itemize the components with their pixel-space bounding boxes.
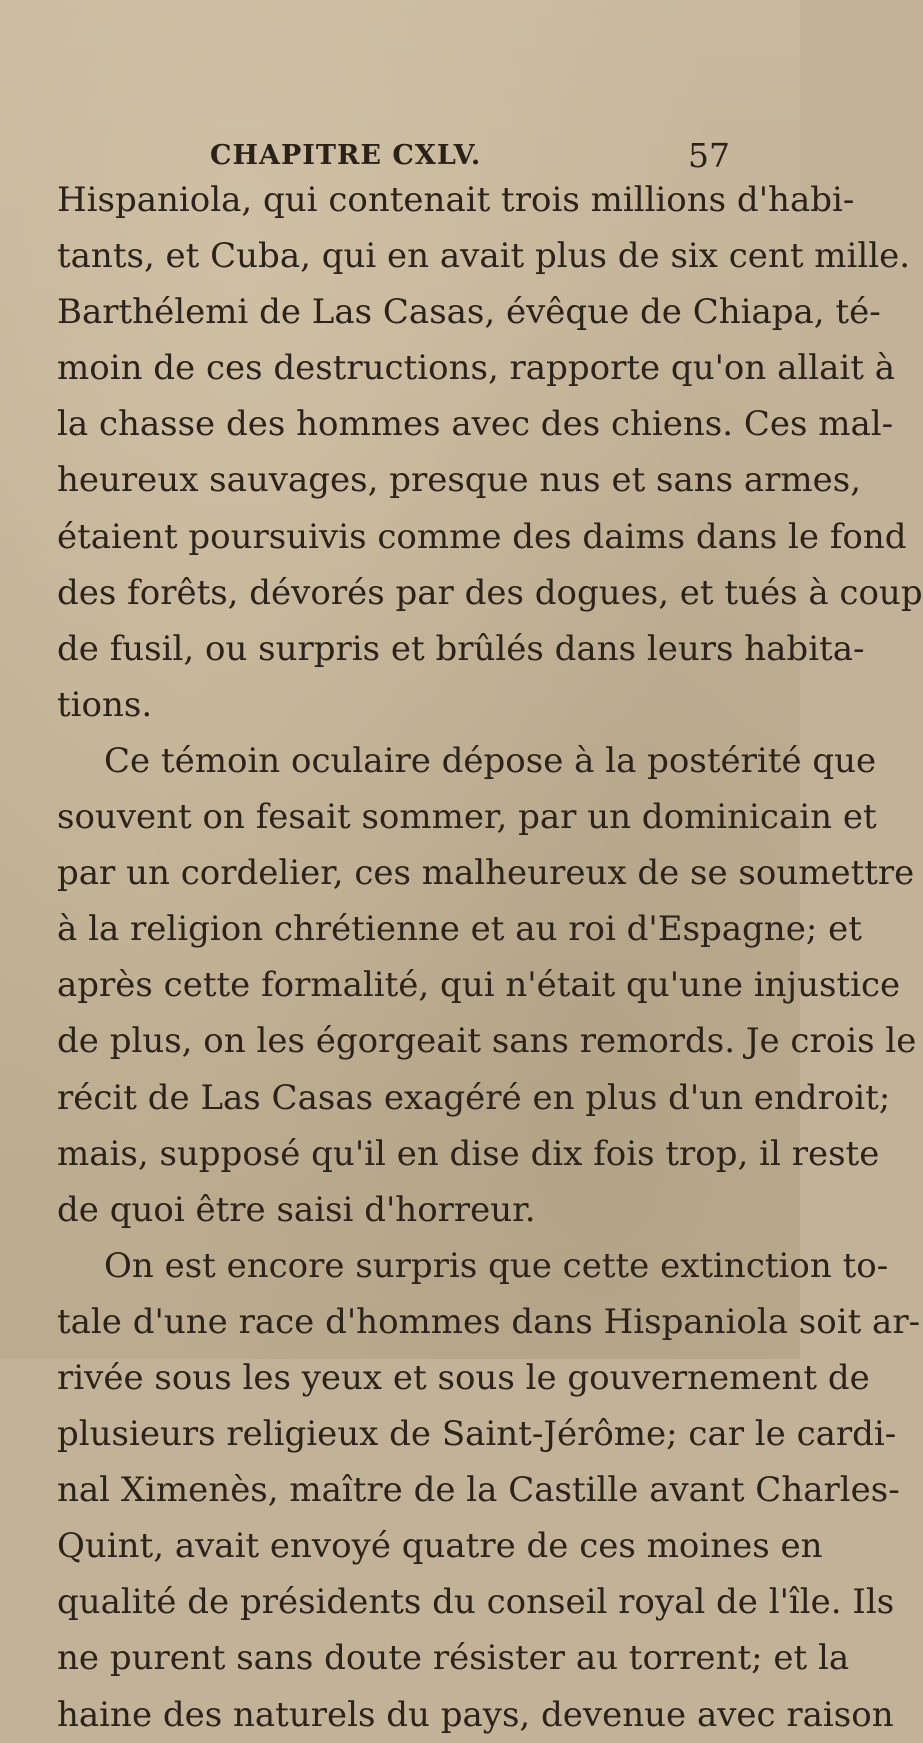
text-line: On est encore surpris que cette extinction to- bbox=[104, 1245, 889, 1286]
page-number: 57 bbox=[688, 136, 730, 175]
text-line: Ce témoin oculaire dépose à la postérité que bbox=[104, 740, 877, 781]
text-line: qualité de présidents du conseil royal de l'île. Ils bbox=[57, 1582, 895, 1623]
text-line: Hispaniola, qui contenait trois millions d'habi- bbox=[57, 180, 855, 220]
text-line: heureux sauvages, presque nus et sans armes, bbox=[57, 460, 862, 501]
text-line: de plus, on les égorgeait sans remords. Je crois le bbox=[57, 1021, 917, 1062]
body-text bbox=[57, 172, 923, 1743]
text-line: rivée sous les yeux et sous le gouvernement de bbox=[57, 1357, 870, 1398]
text-line: étaient poursuivis comme des daims dans le fond bbox=[57, 516, 907, 557]
text-line: Quint, avait envoyé quatre de ces moines en bbox=[57, 1526, 823, 1567]
text-line: à la religion chrétienne et au roi d'Espagne; et bbox=[57, 909, 862, 950]
text-line: mais, supposé qu'il en dise dix fois trop, il reste bbox=[57, 1133, 880, 1174]
text-line: la chasse des hommes avec des chiens. Ces mal- bbox=[57, 404, 894, 445]
text-line: de quoi être saisi d'horreur. bbox=[57, 1189, 536, 1230]
text-line: haine des naturels du pays, devenue avec raison bbox=[57, 1694, 894, 1735]
text-line: tale d'une race d'hommes dans Hispaniola soit ar- bbox=[57, 1301, 921, 1342]
text-line: tions. bbox=[57, 684, 153, 725]
text-line: plusieurs religieux de Saint-Jérôme; car le cardi- bbox=[57, 1414, 897, 1455]
text-line: souvent on fesait sommer, par un dominicain et bbox=[57, 797, 877, 838]
text-line: tants, et Cuba, qui en avait plus de six cent mille. bbox=[57, 236, 911, 277]
text-line: moin de ces destructions, rapporte qu'on allait à bbox=[57, 348, 896, 389]
running-title: CHAPITRE CXLV. bbox=[210, 140, 482, 171]
text-line: par un cordelier, ces malheureux de se soumettre bbox=[57, 853, 915, 894]
text-line: des forêts, dévorés par des dogues, et tués à coup bbox=[57, 572, 923, 613]
text-line: récit de Las Casas exagéré en plus d'un endroit; bbox=[57, 1077, 891, 1118]
text-line: de fusil, ou surpris et brûlés dans leurs habita- bbox=[57, 628, 865, 669]
text-line: ne purent sans doute résister au torrent; et la bbox=[57, 1638, 850, 1679]
text-line: Barthélemi de Las Casas, évêque de Chiapa, té- bbox=[57, 292, 881, 333]
text-line: nal Ximenès, maître de la Castille avant Charles- bbox=[57, 1470, 900, 1511]
text-line: après cette formalité, qui n'était qu'une injustice bbox=[57, 965, 901, 1006]
